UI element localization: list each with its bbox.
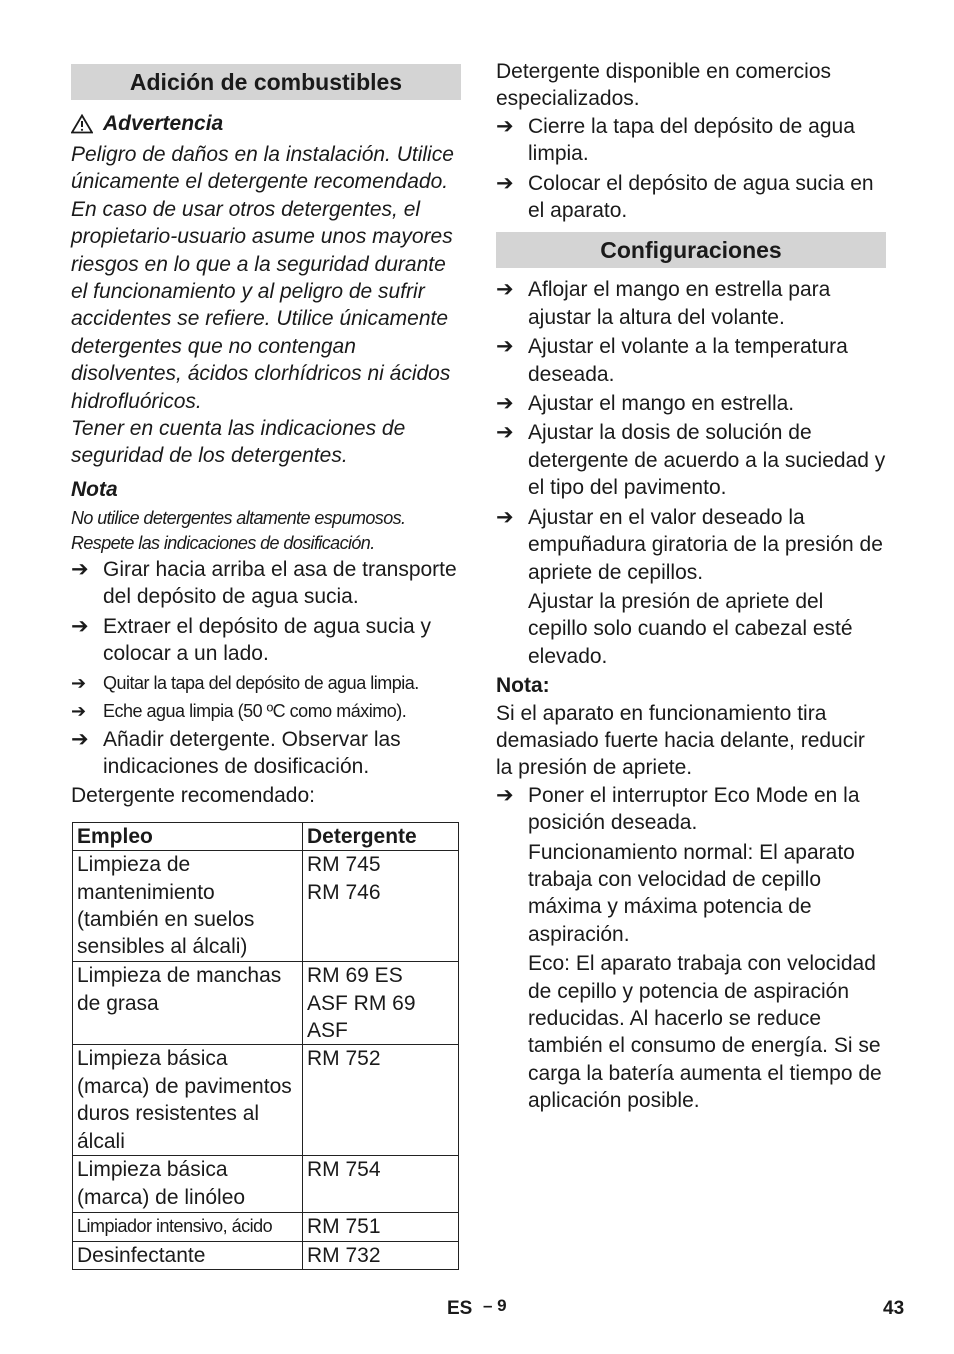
footer-page-number: 43: [883, 1298, 905, 1319]
detergent-table: [72, 822, 459, 1270]
table-row: [73, 851, 459, 962]
table-cell: Limpieza de manchas de grasa: [73, 962, 303, 1045]
table-row: [73, 1156, 459, 1213]
eco-mode-text: Eco: El aparato trabaja con velocidad de cepillo y potencia de aspiración reducidas. Al hacerlo se reduce también el consumo de energía. Si se carga la batería aumenta el tiempo de aplicación posible.: [528, 952, 882, 1113]
arrow-right-icon: ➔: [496, 335, 514, 359]
step-item: ➔ Ajustar la dosis de solución de detergente de acuerdo a la suciedad y el tipo del pavimento.: [496, 419, 886, 501]
warning-paragraph: Peligro de daños en la instalación. Utilice únicamente el detergente recomendado. En caso de usar otros detergentes, el propietario-usuario asume unos mayores riesgos en lo que a la seguridad durante el funcionamiento y al peligro de sufrir accidentes se refiere. Utilice únicamente detergentes que no contengan disolventes, ácidos clorhídricos ni ácidos hidrofluóricos.: [71, 143, 454, 413]
table-cell: Limpiador intensivo, ácido: [73, 1213, 303, 1241]
warning-title: [71, 110, 461, 137]
note-text: No utilice detergentes altamente espumosos. Respete las indicaciones de dosificación.: [71, 507, 406, 553]
table-header-row: [73, 822, 459, 850]
table-row: [73, 1045, 459, 1156]
right-column: [496, 58, 886, 1117]
table-header-detergente: Detergente: [303, 822, 459, 850]
step-item: ➔ Ajustar en el valor deseado la empuñadura giratoria de la presión de apriete de cepillos.: [496, 504, 886, 586]
table-cell: Limpieza básica (marca) de linóleo: [73, 1156, 303, 1213]
step-item: ➔ Aflojar el mango en estrella para ajustar la altura del volante.: [496, 276, 886, 331]
arrow-right-icon: ➔: [71, 614, 89, 638]
table-header-empleo: Empleo: [73, 822, 303, 850]
arrow-right-icon: ➔: [71, 700, 87, 721]
table-cell-line: RM 69 ES ASF RM 69 ASF: [307, 964, 416, 1042]
section-heading-fuels: Adición de combustibles: [71, 64, 461, 100]
table-row: [73, 1241, 459, 1269]
table-cell: RM 732: [303, 1241, 459, 1269]
arrow-right-icon: ➔: [496, 171, 514, 195]
warning-triangle-icon: [71, 114, 93, 134]
intro-text: Detergente disponible en comercios especializados.: [496, 60, 832, 111]
table-cell: RM 754: [303, 1156, 459, 1213]
arrow-right-icon: ➔: [496, 114, 514, 138]
table-cell: RM 752: [303, 1045, 459, 1156]
table-row: [73, 1213, 459, 1241]
arrow-right-icon: ➔: [496, 392, 514, 416]
arrow-right-icon: ➔: [71, 557, 89, 581]
warning-title-text: Advertencia: [103, 112, 224, 135]
left-column: [71, 58, 461, 1270]
step-item: ➔ Extraer el depósito de agua sucia y colocar a un lado.: [71, 613, 461, 668]
note-text: Si el aparato en funcionamiento tira demasiado fuerte hacia delante, reducir la presión de apriete.: [496, 701, 865, 780]
eco-normal-text: Funcionamiento normal: El aparato trabaja con velocidad de cepillo máxima y máxima potencia de aspiración.: [528, 840, 855, 946]
arrow-right-icon: ➔: [496, 783, 514, 807]
arrow-right-icon: ➔: [71, 672, 87, 693]
step-item: ➔ Añadir detergente. Observar las indicaciones de dosificación.: [71, 726, 461, 781]
warning-paragraph: Tener en cuenta las indicaciones de seguridad de los detergentes.: [71, 417, 406, 468]
step-detail: Ajustar la presión de apriete del cepillo solo cuando el cabezal esté elevado.: [528, 589, 853, 668]
table-cell: RM 751: [303, 1213, 459, 1241]
table-cell: [303, 962, 459, 1045]
table-cell: Desinfectante: [73, 1241, 303, 1269]
step-item: ➔ Eche agua limpia (50 ºC como máximo).: [71, 698, 461, 724]
step-item: ➔ Colocar el depósito de agua sucia en el aparato.: [496, 170, 886, 225]
arrow-right-icon: ➔: [496, 421, 514, 445]
recommended-label: Detergente recomendado:: [71, 784, 315, 808]
footer-section-page: – 9: [483, 1296, 507, 1315]
step-item: ➔ Ajustar el mango en estrella.: [496, 390, 886, 417]
table-cell: Limpieza básica (marca) de pavimentos duros resistentes al álcali: [73, 1045, 303, 1156]
step-item: ➔ Quitar la tapa del depósito de agua limpia.: [71, 670, 461, 696]
table-row: [73, 962, 459, 1045]
step-item: ➔ Poner el interruptor Eco Mode en la posición deseada.: [496, 782, 886, 837]
step-item: ➔ Girar hacia arriba el asa de transporte del depósito de agua sucia.: [71, 556, 461, 611]
arrow-right-icon: ➔: [496, 278, 514, 302]
step-item: ➔ Ajustar el volante a la temperatura deseada.: [496, 333, 886, 388]
table-cell: Limpieza de mantenimiento (también en suelos sensibles al álcali): [73, 851, 303, 962]
footer-lang: ES: [447, 1298, 473, 1319]
step-item: ➔ Cierre la tapa del depósito de agua limpia.: [496, 113, 886, 168]
arrow-right-icon: ➔: [71, 727, 89, 751]
section-heading-settings: Configuraciones: [496, 232, 886, 268]
arrow-right-icon: ➔: [496, 505, 514, 529]
note-title: Nota:: [496, 674, 550, 698]
note-title: Nota: [71, 477, 118, 501]
table-cell: RM 745 RM 746: [303, 851, 459, 962]
